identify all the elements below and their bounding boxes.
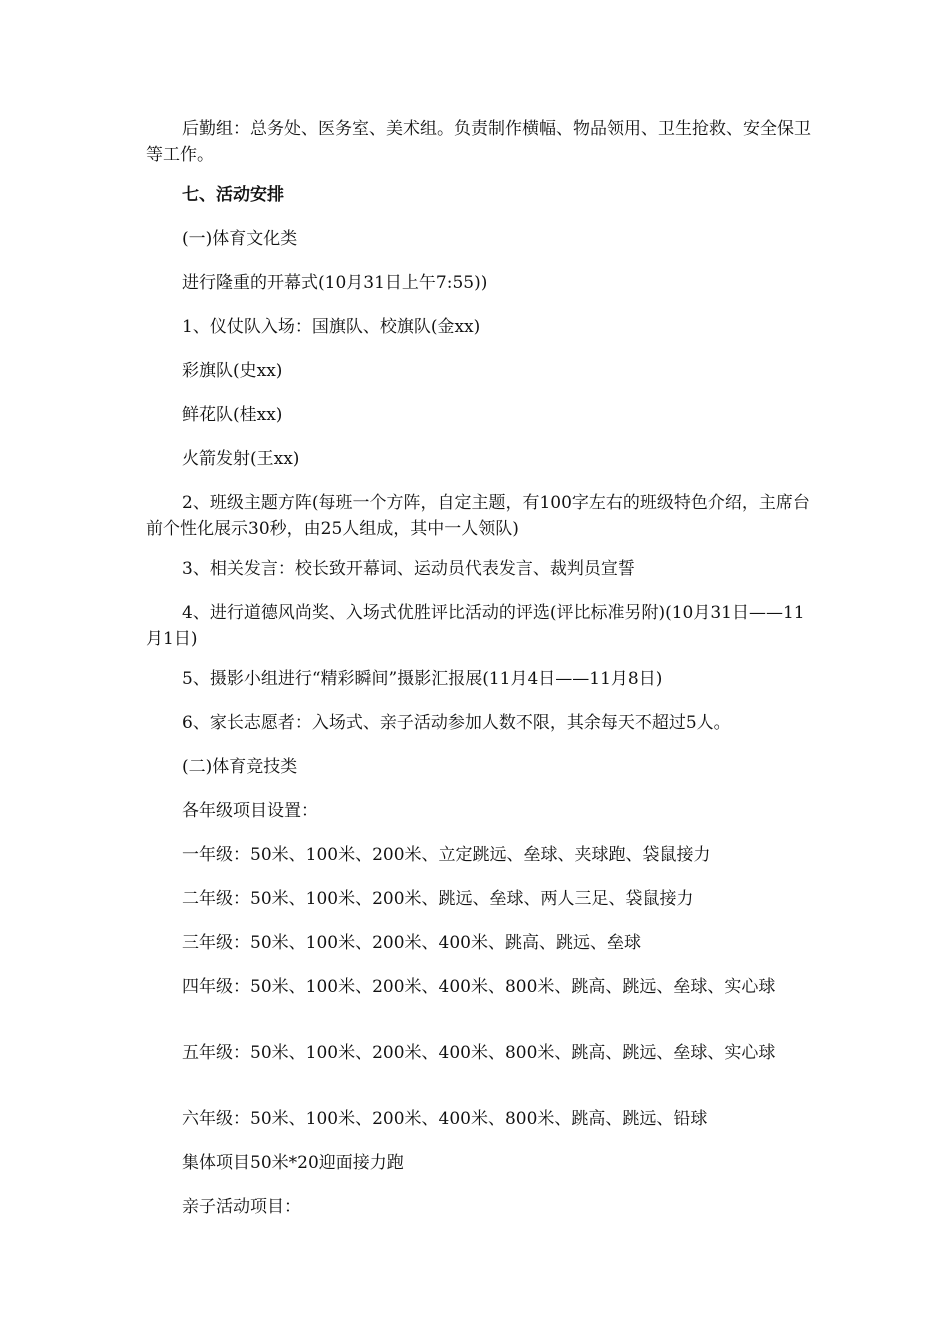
list-item-class-formation: 2、班级主题方阵(每班一个方阵，自定主题，有100字左右的班级特色介绍，主席台前个性化展示30秒，由25人组成，其中一人领队) [146, 493, 810, 539]
list-item-parent-volunteers: 6、家长志愿者：入场式、亲子活动参加人数不限，其余每天不超过5人。 [182, 713, 731, 733]
list-item-morality-award: 4、进行道德风尚奖、入场式优胜评比活动的评选(评比标准另附)(10月31日——11月1日) [146, 603, 805, 649]
list-item-grade-5: 五年级：50米、100米、200米、400米、800米、跳高、跳远、垒球、实心球 [182, 1043, 776, 1063]
paragraph-opening-ceremony: 进行隆重的开幕式(10月31日上午7:55)) [182, 273, 488, 293]
list-item-rocket-launch: 火箭发射(王xx) [182, 449, 300, 469]
paragraph-logistics-group: 后勤组：总务处、医务室、美术组。负责制作横幅、物品领用、卫生抢救、安全保卫等工作。 [146, 119, 811, 165]
paragraph-grade-events-intro: 各年级项目设置： [182, 801, 318, 821]
subsection-heading-sports-culture: (一)体育文化类 [182, 229, 298, 249]
list-item-grade-2: 二年级：50米、100米、200米、跳远、垒球、两人三足、袋鼠接力 [182, 889, 694, 909]
list-item-flag-team: 彩旗队(史xx) [182, 361, 283, 381]
paragraph-parent-child-events: 亲子活动项目： [182, 1197, 301, 1217]
list-item-grade-3: 三年级：50米、100米、200米、400米、跳高、跳远、垒球 [182, 933, 641, 953]
list-item-honor-guard: 1、仪仗队入场：国旗队、校旗队(金xx) [182, 317, 481, 337]
subsection-heading-sports-competition: (二)体育竞技类 [182, 757, 298, 777]
list-item-grade-6: 六年级：50米、100米、200米、400米、800米、跳高、跳远、铅球 [182, 1109, 708, 1129]
list-item-photo-exhibition: 5、摄影小组进行“精彩瞬间”摄影汇报展(11月4日——11月8日) [182, 669, 663, 689]
list-item-grade-1: 一年级：50米、100米、200米、立定跳远、垒球、夹球跑、袋鼠接力 [182, 845, 711, 865]
list-item-speeches: 3、相关发言：校长致开幕词、运动员代表发言、裁判员宣誓 [182, 559, 635, 579]
paragraph-group-relay: 集体项目50米*20迎面接力跑 [182, 1153, 404, 1173]
section-heading-activity-arrangement: 七、活动安排 [182, 185, 284, 205]
list-item-flower-team: 鲜花队(桂xx) [182, 405, 283, 425]
list-item-grade-4: 四年级：50米、100米、200米、400米、800米、跳高、跳远、垒球、实心球 [182, 977, 776, 997]
